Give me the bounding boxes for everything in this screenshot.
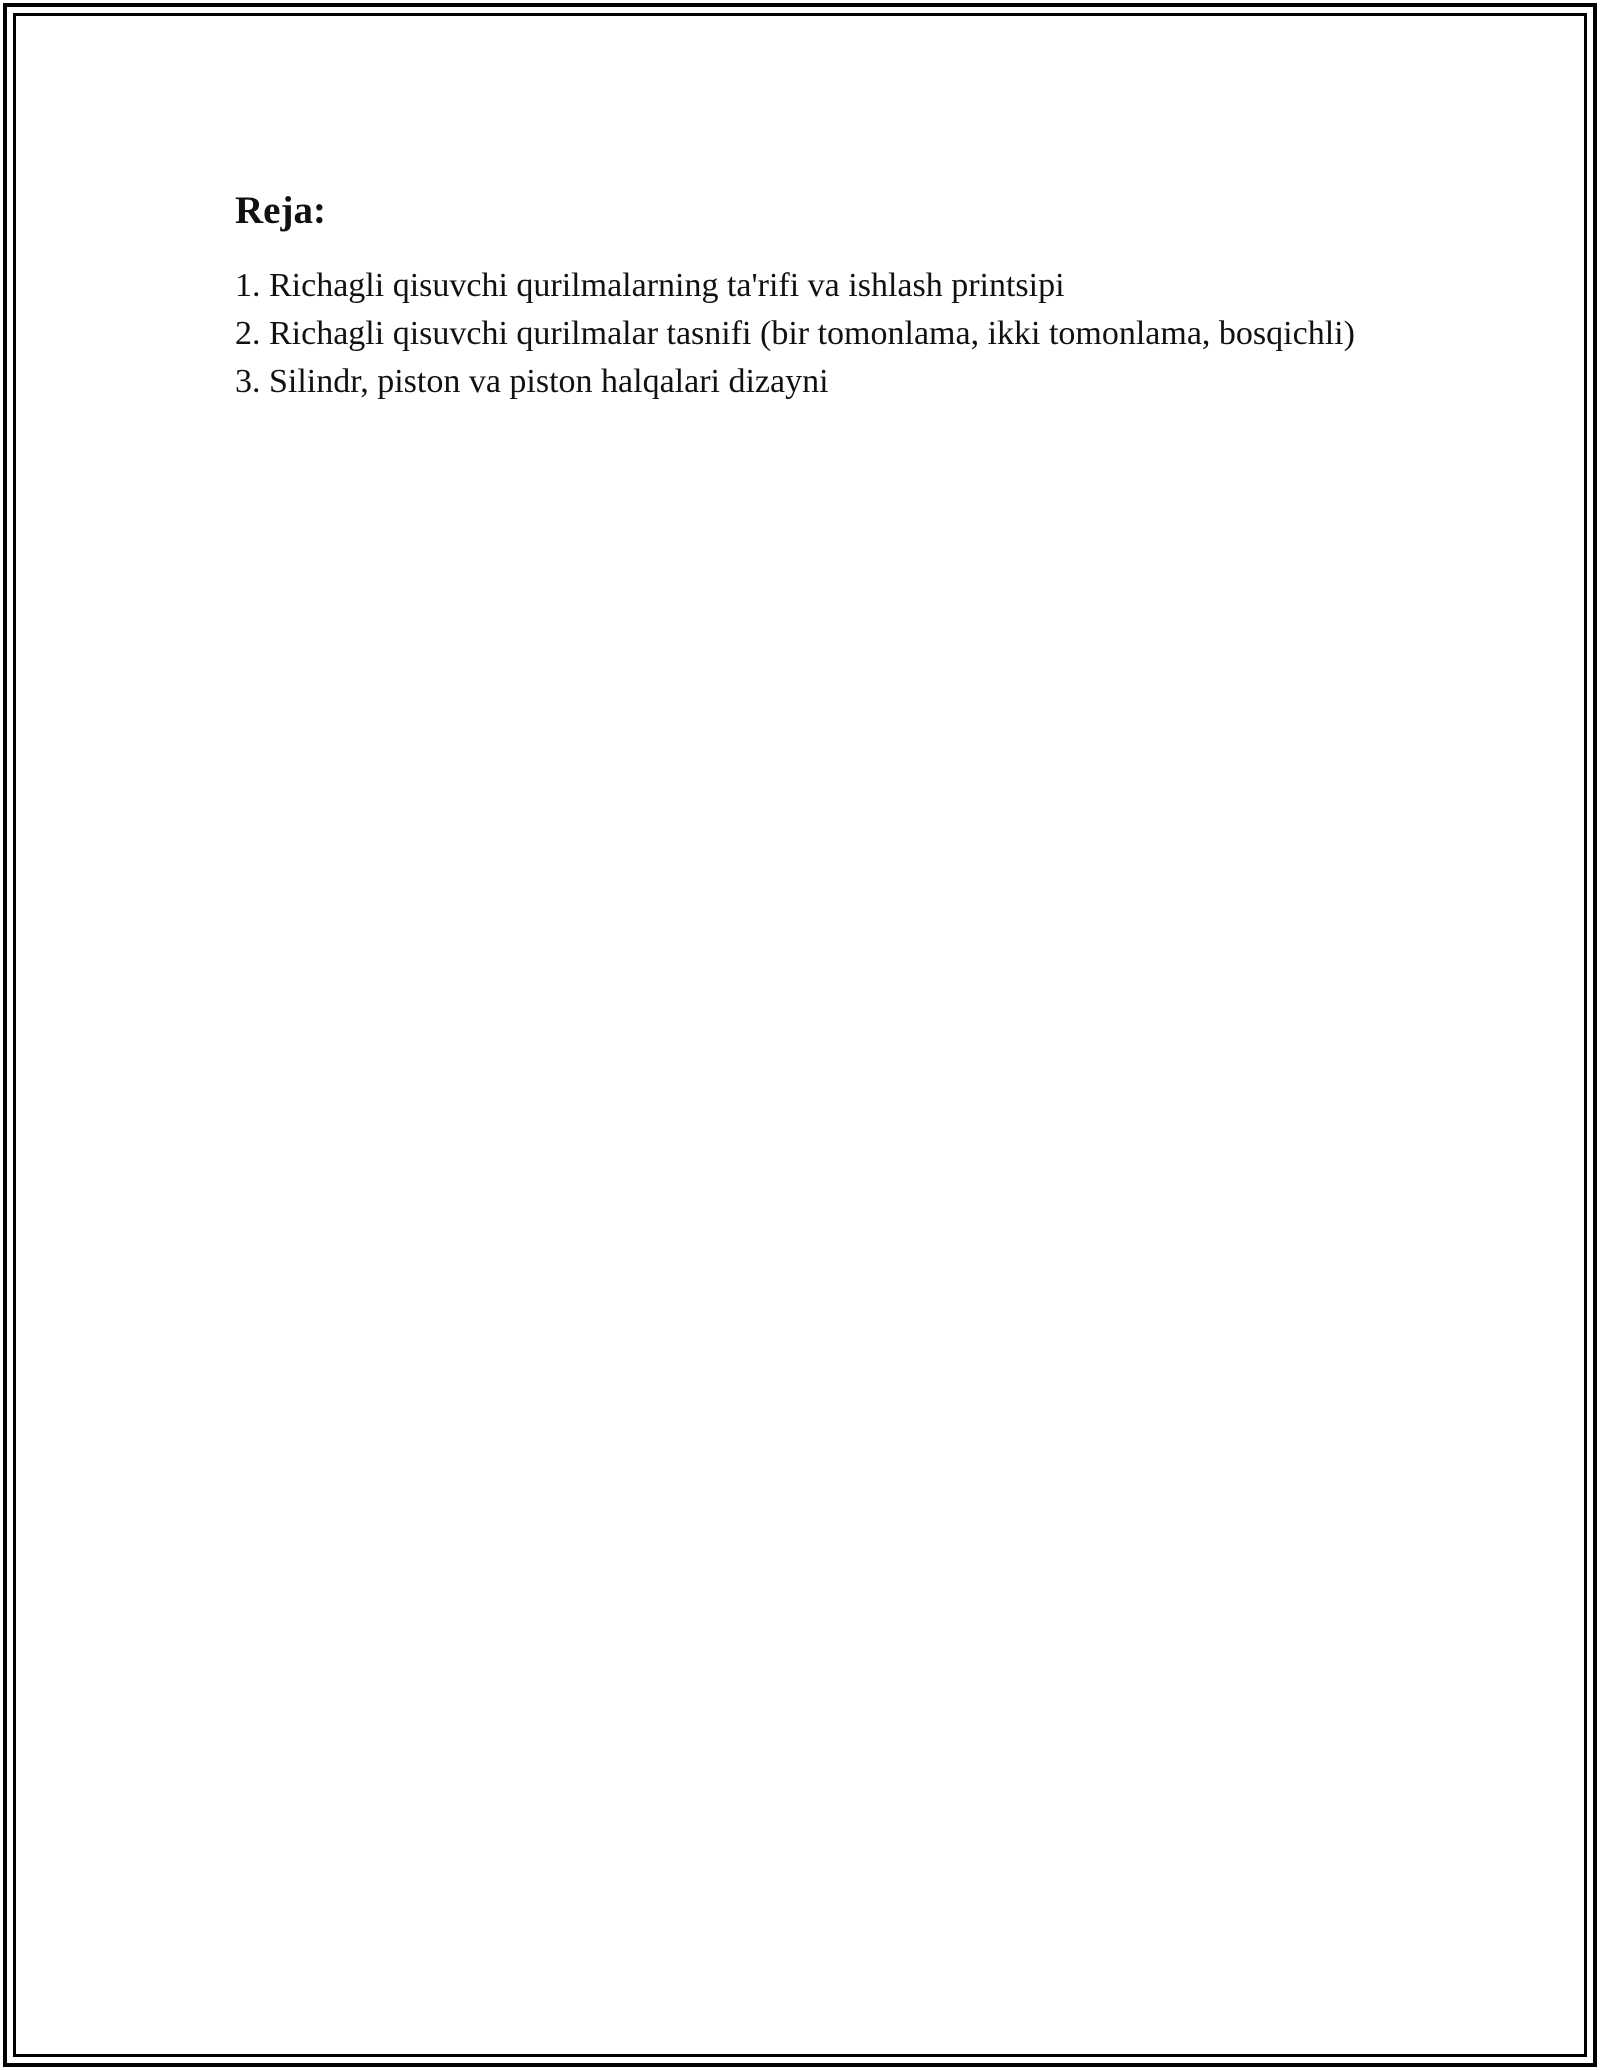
plan-heading: Reja: bbox=[235, 189, 326, 232]
page-content bbox=[235, 186, 1365, 406]
plan-item-2: 2. Richagli qisuvchi qurilmalar tasnifi (bir tomonlama, ikki tomonlama, bosqichli) bbox=[235, 315, 1355, 352]
plan-list bbox=[235, 262, 1365, 406]
plan-item-1: 1. Richagli qisuvchi qurilmalarning ta'rifi va ishlash printsipi bbox=[235, 267, 1065, 304]
plan-item-3: 3. Silindr, piston va piston halqalari dizayni bbox=[235, 363, 829, 400]
